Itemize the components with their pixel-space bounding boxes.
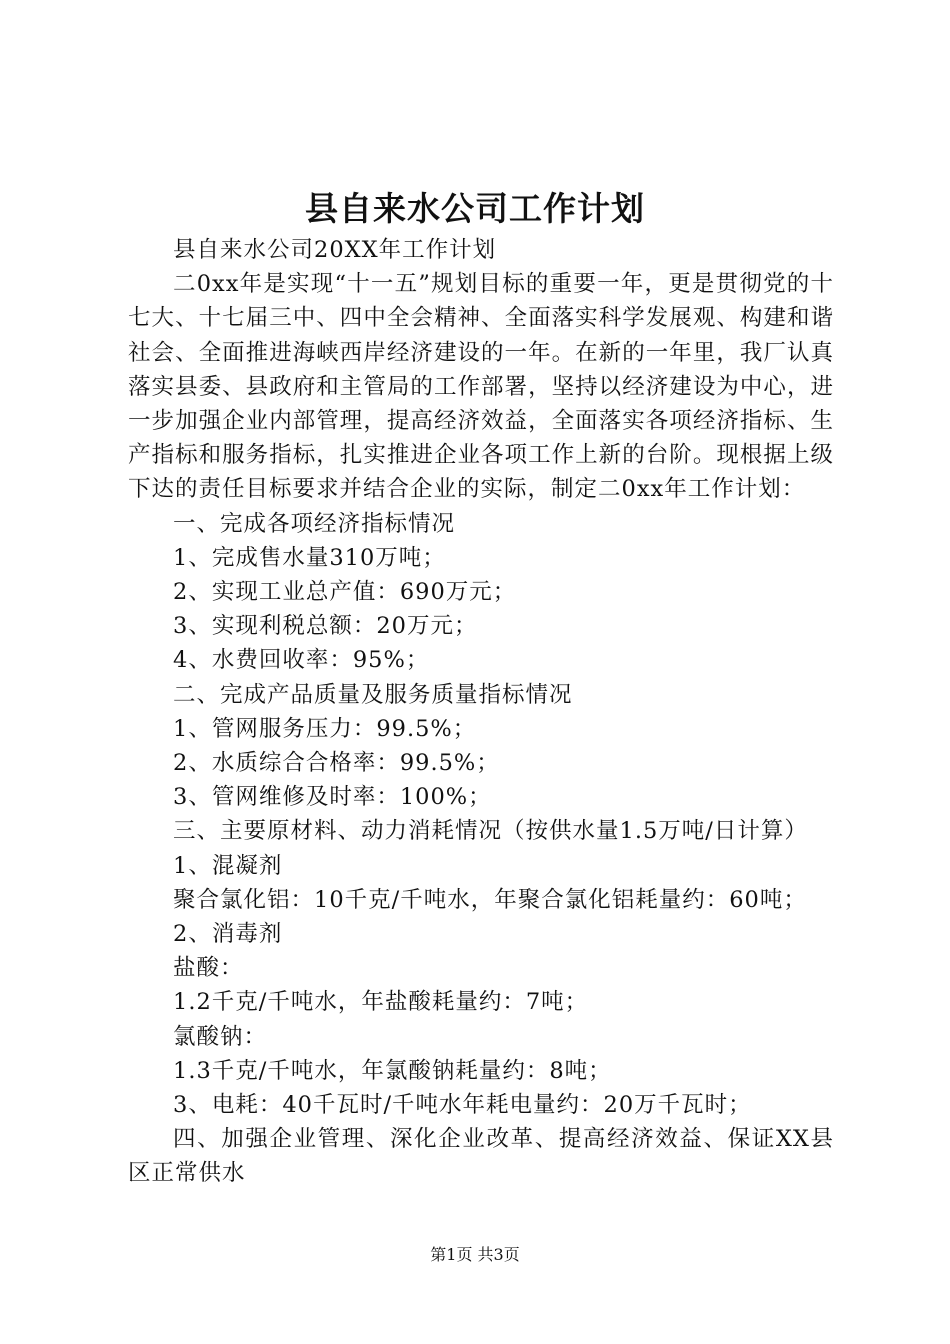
list-item: 3、电耗：40千瓦时/千吨水年耗电量约：20万千瓦时； <box>173 1092 752 1119</box>
list-item: 2、水质综合合格率：99.5%； <box>173 750 500 777</box>
subtitle-paragraph: 县自来水公司20XX年工作计划 <box>173 237 497 263</box>
section-heading-2: 二、完成产品质量及服务质量指标情况 <box>173 681 573 708</box>
list-item: 聚合氯化铝：10千克/千吨水，年聚合氯化铝耗量约：60吨； <box>173 886 807 913</box>
list-item: 1、混凝剂 <box>173 852 283 879</box>
list-item: 2、消毒剂 <box>173 921 283 948</box>
list-item: 4、水费回收率：95%； <box>173 647 430 674</box>
list-item: 1、完成售水量310万吨； <box>173 544 446 571</box>
list-item: 3、管网维修及时率：100%； <box>173 784 492 811</box>
list-item: 盐酸： <box>173 955 244 982</box>
section-heading-3: 三、主要原材料、动力消耗情况（按供水量1.5万吨/日计算） <box>173 818 808 845</box>
section-heading-1: 一、完成各项经济指标情况 <box>173 510 456 537</box>
list-item: 1、管网服务压力：99.5%； <box>173 715 477 742</box>
list-item: 3、实现利税总额：20万元； <box>173 613 478 640</box>
page-footer: 第1页 共3页 <box>430 1245 520 1264</box>
list-item: 1.3千克/千吨水，年氯酸钠耗量约：8吨； <box>173 1057 612 1084</box>
intro-paragraph: 二0xx年是实现“十一五”规划目标的重要一年，更是贯彻党的十七大、十七届三中、四中全会精神、全面落实科学发展观、构建和谐社会、全面推进海峡西岸经济建设的一年。在新的一年里，我厂认真落实县委、县政府和主管局的工作部署，坚持以经济建设为中心，进一步加强企业内部管理，提高经济效益，全面落实各项经济指标、生产指标和服务指标，扎实推进企业各项工作上新的台阶。现根据上级下达的责任目标要求并结合企业的实际，制定二0xx年工作计划： <box>128 271 834 503</box>
document-title: 县自来水公司工作计划 <box>305 189 645 228</box>
section-heading-4: 四、加强企业管理、深化企业改革、提高经济效益、保证XX县区正常供水 <box>128 1126 834 1187</box>
list-item: 氯酸钠： <box>173 1023 268 1050</box>
document-body <box>128 233 834 1191</box>
list-item: 1.2千克/千吨水，年盐酸耗量约：7吨； <box>173 989 589 1016</box>
list-item: 2、实现工业总产值：690万元； <box>173 579 517 606</box>
